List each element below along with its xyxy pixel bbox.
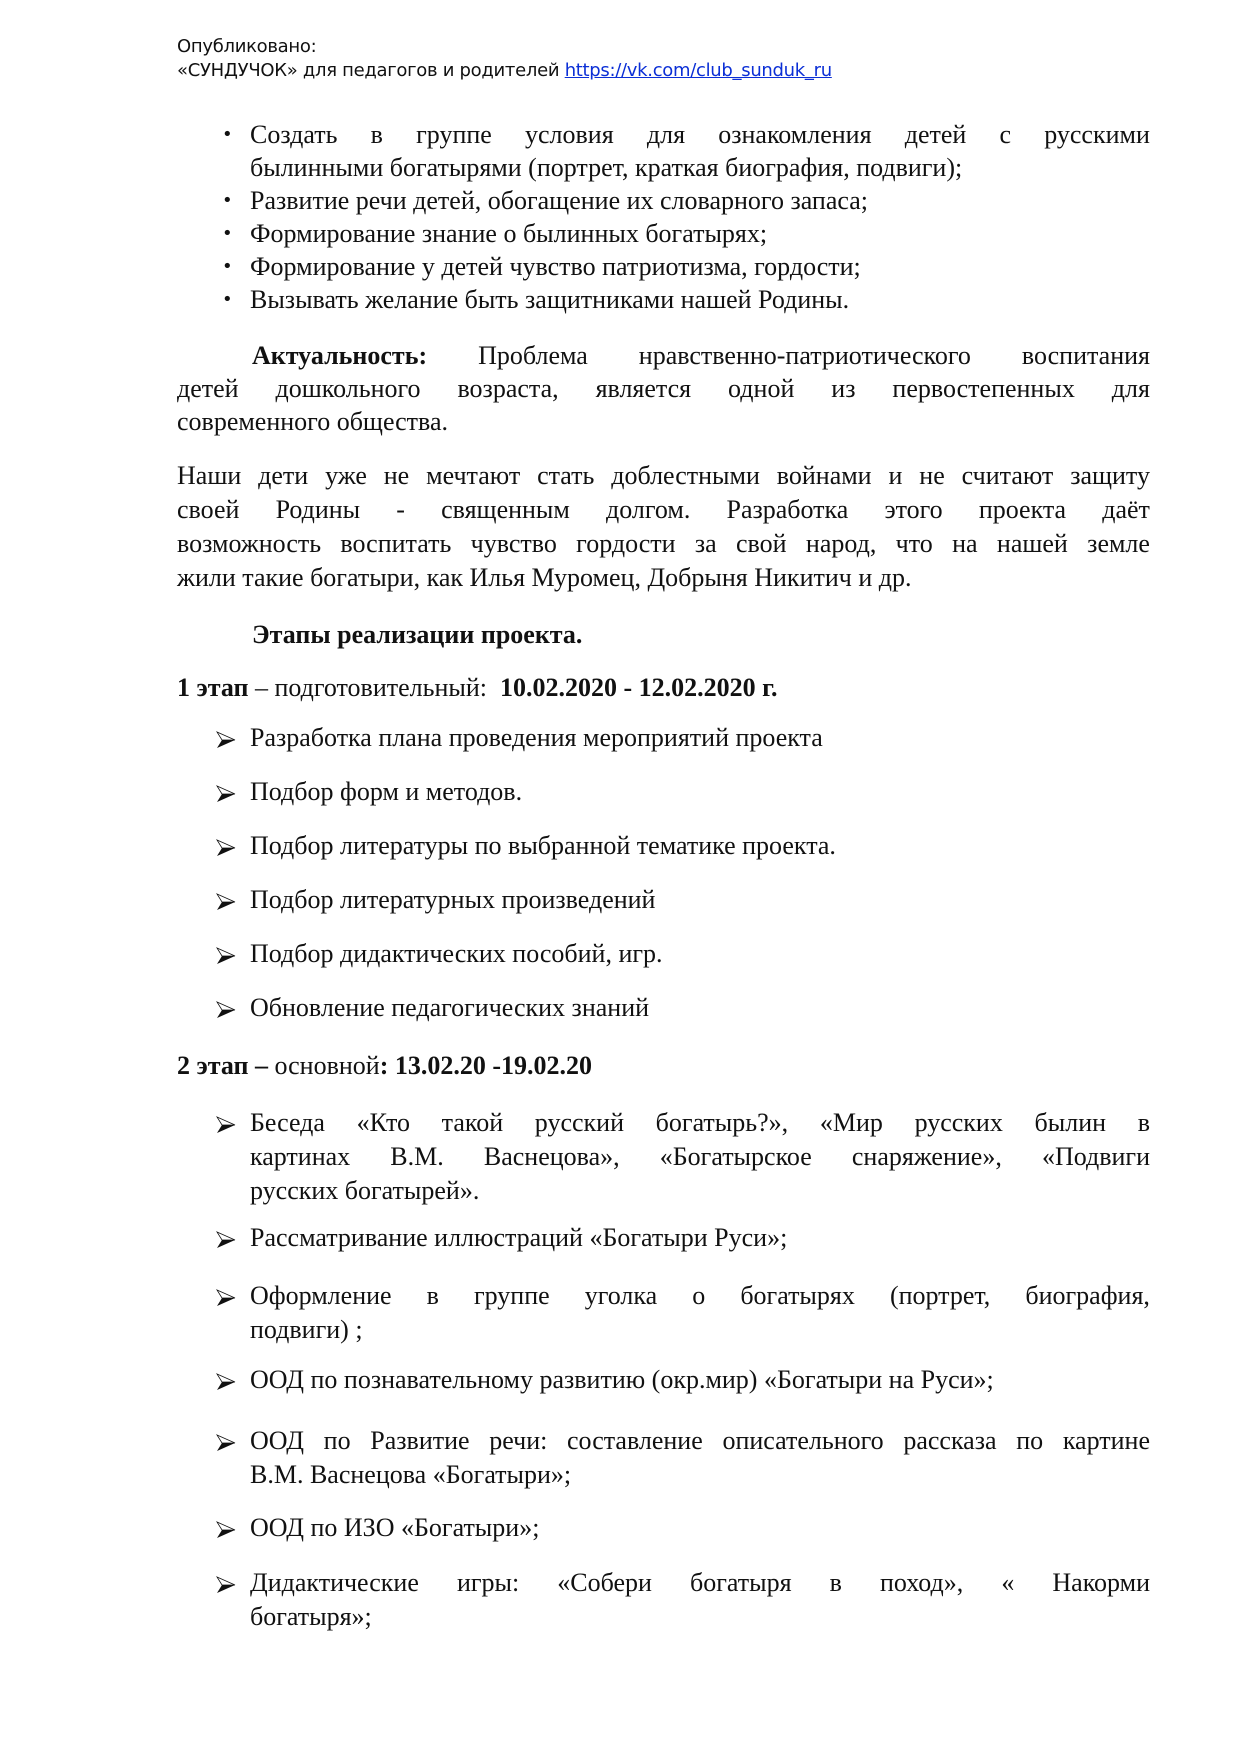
word: и [888, 461, 903, 490]
word: (портрет, [889, 1281, 991, 1310]
word: Развитие [370, 1426, 470, 1455]
word: для [1111, 374, 1150, 403]
word: богатыря [690, 1568, 792, 1597]
word: рассказа [903, 1426, 997, 1455]
arrowhead-bullet-icon [216, 892, 236, 912]
word: долгом. [606, 495, 691, 524]
arrowhead-bullet-icon [216, 1520, 236, 1540]
arrowhead-bullet-icon [216, 946, 236, 966]
stage1-item: Подбор форм и методов. [250, 777, 523, 806]
word: детей [904, 120, 967, 149]
word: Создать [250, 120, 338, 149]
word: игры: [456, 1568, 520, 1597]
word: стать [537, 461, 595, 490]
stage1-item: Подбор дидактических пособий, игр. [250, 939, 663, 968]
word: Проблема [478, 341, 588, 370]
stage1-name: подготовительный: [274, 673, 488, 702]
goal-item-line: Формирование у детей чувство патриотизма, гордости; [250, 252, 861, 281]
word: чувство [470, 529, 557, 558]
paragraph2-line-4: жили такие богатыри, как Илья Муромец, Добрыня Никитич и др. [177, 563, 912, 592]
word: защиту [1070, 461, 1150, 490]
word: земле [1087, 529, 1150, 558]
word: Беседа [250, 1108, 325, 1137]
bullet-icon: • [222, 190, 233, 211]
stage2-item-line [250, 1108, 1150, 1138]
word: нашей [996, 529, 1068, 558]
published-label: Опубликовано: [177, 36, 317, 57]
stage1-item: Подбор литературных произведений [250, 885, 656, 914]
word: былин [1034, 1108, 1107, 1137]
stage2-item-line: подвиги) ; [250, 1315, 363, 1344]
word: богатырях [740, 1281, 855, 1310]
stage2-item-line [250, 1426, 1150, 1456]
word: о [692, 1281, 706, 1310]
word: мечтают [426, 461, 521, 490]
bullet-icon: • [222, 124, 233, 145]
relevance-line-1 [252, 341, 1150, 371]
word: с [999, 120, 1012, 149]
word: «Подвиги [1041, 1142, 1150, 1171]
arrowhead-bullet-icon [216, 1288, 236, 1308]
source-line [177, 60, 832, 81]
word: для [646, 120, 686, 149]
word: группе [473, 1281, 550, 1310]
word: не [919, 461, 945, 490]
bullet-icon: • [222, 289, 233, 310]
arrowhead-bullet-icon [216, 1372, 236, 1392]
goal-item-line: былинными богатырями (портрет, краткая биография, подвиги); [250, 153, 963, 182]
stage1-item: Разработка плана проведения мероприятий проекта [250, 723, 823, 752]
goal-item-line: Вызывать желание быть защитниками нашей Родины. [250, 285, 850, 314]
arrowhead-bullet-icon [216, 1575, 236, 1595]
stage2-item-line: В.М. Васнецова «Богатыри»; [250, 1460, 572, 1489]
word: Дидактические [250, 1568, 419, 1597]
word: Оформление [250, 1281, 392, 1310]
word: считают [961, 461, 1054, 490]
word: Наши [177, 461, 242, 490]
relevance-line-2 [177, 374, 1150, 404]
word: Накорми [1052, 1568, 1150, 1597]
word: свой [736, 529, 787, 558]
arrowhead-bullet-icon [216, 838, 236, 858]
stage2-item-line [250, 1568, 1150, 1598]
word: в [829, 1568, 842, 1597]
word: является [595, 374, 692, 403]
stage1-label: 1 этап [177, 673, 249, 702]
word: в [426, 1281, 439, 1310]
stages-title: Этапы реализации проекта. [252, 620, 583, 649]
word: Разработка [726, 495, 849, 524]
arrowhead-bullet-icon [216, 1433, 236, 1453]
word: биография, [1025, 1281, 1150, 1310]
stage2-item-line [250, 1281, 1150, 1311]
word: дошкольного [275, 374, 421, 403]
word: ознакомления [718, 120, 872, 149]
word: - [396, 495, 405, 524]
word: этого [884, 495, 943, 524]
word: русскими [1044, 120, 1150, 149]
relevance-label: Актуальность: [252, 341, 428, 370]
word: доблестными [611, 461, 760, 490]
source-prefix: «СУНДУЧОК» для педагогов и родителей [177, 60, 560, 81]
word: описательного [722, 1426, 884, 1455]
word: картине [1062, 1426, 1150, 1455]
word: уже [325, 461, 367, 490]
word: картинах [250, 1142, 351, 1171]
paragraph2-line-3 [177, 529, 1150, 559]
arrowhead-bullet-icon [216, 730, 236, 750]
word: проекта [978, 495, 1067, 524]
word: уголка [584, 1281, 658, 1310]
paragraph2-line-1 [177, 461, 1150, 491]
word: Васнецова», [483, 1142, 620, 1171]
word: снаряжение», [851, 1142, 1002, 1171]
word: на [952, 529, 978, 558]
arrowhead-bullet-icon [216, 784, 236, 804]
word: священным [441, 495, 570, 524]
stage1-heading [177, 673, 778, 703]
word: возможность [177, 529, 322, 558]
word: из [831, 374, 856, 403]
paragraph2-line-2 [177, 495, 1150, 525]
word: народ, [805, 529, 877, 558]
word: русских [914, 1108, 1003, 1137]
word: речи: [489, 1426, 548, 1455]
word: в [370, 120, 383, 149]
word: по [1016, 1426, 1044, 1455]
stage1-dash: – [248, 673, 275, 702]
word: войнами [776, 461, 872, 490]
stage2-name: основной [267, 1051, 380, 1080]
word: группе [416, 120, 492, 149]
stage2-dates: : 13.02.20 -19.02.20 [379, 1051, 593, 1080]
word: детей [177, 374, 239, 403]
word: русский [534, 1108, 624, 1137]
stage2-item-line: русских богатырей». [250, 1176, 480, 1205]
word: В.М. [390, 1142, 444, 1171]
goal-item-line: Формирование знание о былинных богатырях; [250, 219, 768, 248]
word: по [323, 1426, 351, 1455]
word: первостепенных [892, 374, 1075, 403]
word: своей [177, 495, 240, 524]
stage2-item-line: ООД по познавательному развитию (окр.мир) «Богатыри на Руси»; [250, 1365, 994, 1394]
word: гордости [576, 529, 676, 558]
bullet-icon: • [222, 223, 233, 244]
word: возраста, [457, 374, 559, 403]
word: не [383, 461, 410, 490]
word: условия [525, 120, 614, 149]
bullet-icon: • [222, 256, 233, 277]
word: «Мир [819, 1108, 883, 1137]
stage2-label: 2 этап – [177, 1051, 268, 1080]
word: такой [441, 1108, 504, 1137]
word: за [694, 529, 717, 558]
stage2-item-line: богатыря»; [250, 1602, 372, 1631]
arrowhead-bullet-icon [216, 1000, 236, 1020]
word: богатырь?», [655, 1108, 789, 1137]
word: Родины [275, 495, 361, 524]
word: « [1001, 1568, 1015, 1597]
word: воспитать [340, 529, 452, 558]
stage2-heading [177, 1051, 592, 1081]
goal-item-line [250, 120, 1150, 150]
word: «Богатырское [659, 1142, 812, 1171]
source-link[interactable]: https://vk.com/club_sunduk_ru [564, 60, 832, 81]
stage1-item: Подбор литературы по выбранной тематике проекта. [250, 831, 836, 860]
word: дети [258, 461, 309, 490]
word: «Кто [356, 1108, 410, 1137]
stage2-item-line: Рассматривание иллюстраций «Богатыри Руси»; [250, 1223, 788, 1252]
word: ООД [250, 1426, 304, 1455]
word: нравственно-патриотического [638, 341, 971, 370]
word: воспитания [1021, 341, 1150, 370]
arrowhead-bullet-icon [216, 1230, 236, 1250]
word: что [895, 529, 933, 558]
arrowhead-bullet-icon [216, 1115, 236, 1135]
word: даёт [1102, 495, 1150, 524]
word: одной [728, 374, 795, 403]
word: в [1137, 1108, 1150, 1137]
goal-item-line: Развитие речи детей, обогащение их словарного запаса; [250, 186, 868, 215]
word: «Собери [557, 1568, 652, 1597]
word: составление [567, 1426, 703, 1455]
stage1-dates: 10.02.2020 - 12.02.2020 г. [500, 673, 778, 702]
stage2-item-line: ООД по ИЗО «Богатыри»; [250, 1513, 540, 1542]
word: поход», [880, 1568, 964, 1597]
stage1-item: Обновление педагогических знаний [250, 993, 650, 1022]
stage2-item-line [250, 1142, 1150, 1172]
relevance-line-3: современного общества. [177, 407, 449, 436]
